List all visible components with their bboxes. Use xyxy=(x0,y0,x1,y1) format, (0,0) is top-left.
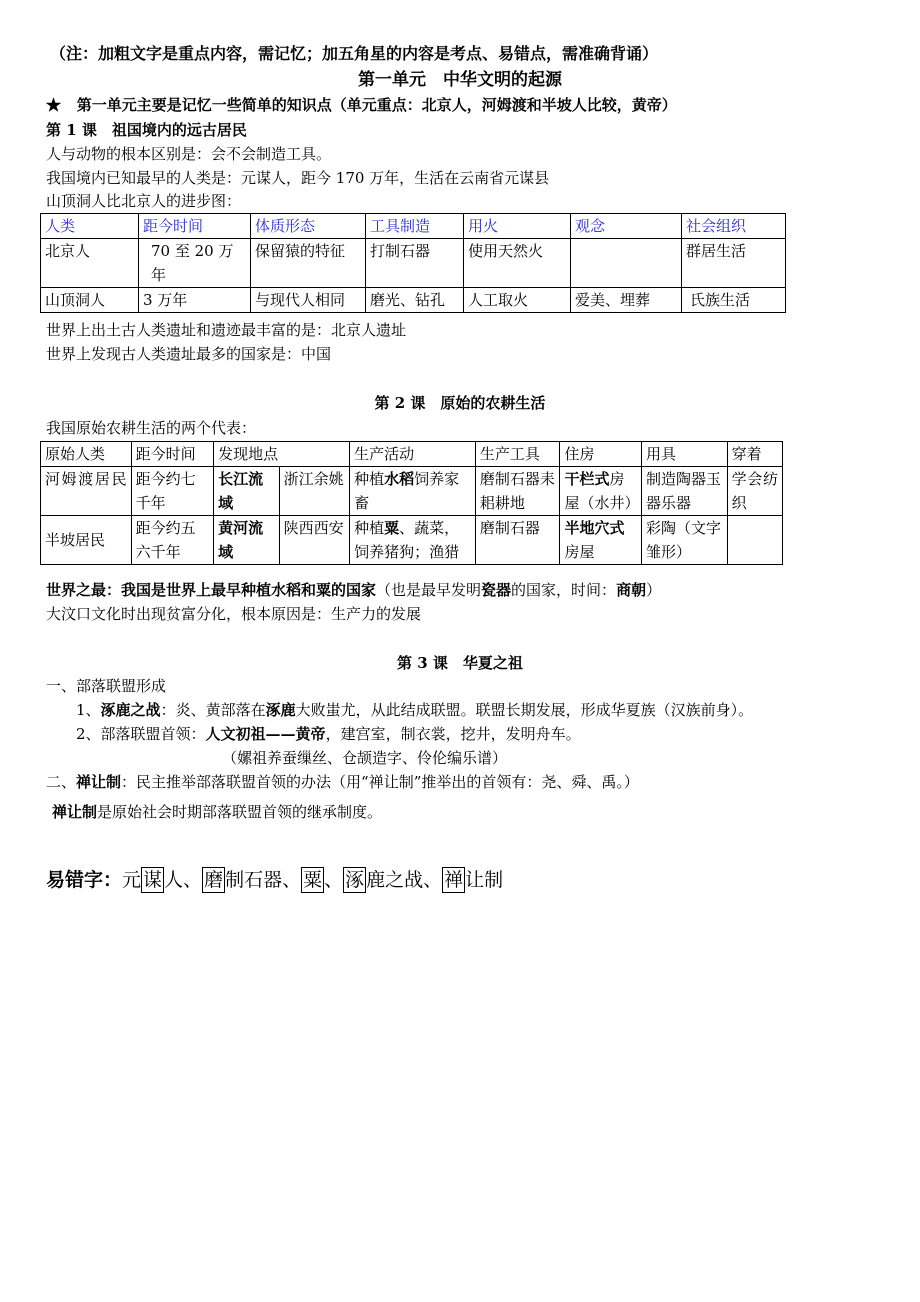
table-cell: 爱美、埋葬 xyxy=(571,288,682,313)
table-cell: 打制石器 xyxy=(366,239,464,288)
header-cell: 用火 xyxy=(464,214,571,239)
header-cell: 人类 xyxy=(41,214,139,239)
header-cell: 距今时间 xyxy=(131,442,214,467)
lesson1-table xyxy=(40,213,786,313)
header-cell: 生产工具 xyxy=(475,442,560,467)
note-line: （注：加粗文字是重点内容，需记忆；加五角星的内容是考点、易错点，需准确背诵） xyxy=(50,44,659,63)
table-cell: 半地穴式房屋 xyxy=(560,516,642,565)
header-cell: 观念 xyxy=(571,214,682,239)
table-row xyxy=(41,239,786,288)
table-cell: 氏族生活 xyxy=(682,288,786,313)
unit-summary xyxy=(46,93,677,117)
table-cell: 干栏式房屋（水井） xyxy=(560,467,642,516)
table-cell: 制造陶器玉器乐器 xyxy=(642,467,728,516)
table-cell: 磨光、钻孔 xyxy=(366,288,464,313)
table-cell: 种植水稻饲养家畜 xyxy=(350,467,476,516)
typo-char-box: 涿 xyxy=(345,869,365,891)
table-cell: 距今约五六千年 xyxy=(131,516,214,565)
lesson3-section-1: 一、部落联盟形成 xyxy=(46,677,167,695)
lesson3-title: 第 3 课 华夏之祖 xyxy=(397,654,523,672)
header-cell: 生产活动 xyxy=(350,442,476,467)
header-cell: 距今时间 xyxy=(139,214,251,239)
lesson3-section-3: 禅让制是原始社会时期部落联盟首领的继承制度。 xyxy=(52,803,383,821)
table-row xyxy=(41,467,783,516)
typo-char-box: 谋 xyxy=(143,869,163,891)
header-cell: 住房 xyxy=(560,442,642,467)
table-cell xyxy=(727,516,782,565)
unit-title: 第一单元 中华文明的起源 xyxy=(358,70,562,90)
table-cell: 长江流域 xyxy=(214,467,279,516)
lesson3-item-2: 2、部落联盟首领：人文初祖——黄帝，建宫室，制衣裳，挖井，发明舟车。 xyxy=(76,725,581,743)
header-cell: 工具制造 xyxy=(366,214,464,239)
table-cell: 浙江余姚 xyxy=(279,467,349,516)
table-row xyxy=(41,516,783,565)
dawenkou-line: 大汶口文化时出现贫富分化，根本原因是：生产力的发展 xyxy=(46,605,422,623)
table-header-row xyxy=(41,442,783,467)
lesson3-section-2: 二、禅让制：民主推举部落联盟首领的办法（用“禅让制”推举出的首领有：尧、舜、禹。） xyxy=(46,773,639,791)
lesson1-after-1: 世界上出土古人类遗址和遗迹最丰富的是：北京人遗址 xyxy=(46,321,407,339)
lesson2-table xyxy=(40,441,783,565)
table-cell: 陕西西安 xyxy=(279,516,349,565)
table-cell: 种植粟、蔬菜，饲养猪狗；渔猎 xyxy=(350,516,476,565)
lesson1-after-2: 世界上发现古人类遗址最多的国家是：中国 xyxy=(46,345,332,363)
star-icon: ★ xyxy=(46,96,62,114)
table-cell: 70 至 20 万年 xyxy=(139,239,251,288)
table-cell: 半坡居民 xyxy=(41,516,132,565)
table-cell: 磨制石器 xyxy=(475,516,560,565)
world-most-line: 世界之最：我国是世界上最早种植水稻和粟的国家（也是最早发明瓷器的国家，时间：商朝） xyxy=(46,581,662,599)
header-cell: 穿着 xyxy=(727,442,782,467)
table-cell: 与现代人相同 xyxy=(251,288,366,313)
lesson1-line-3: 山顶洞人比北京人的进步图： xyxy=(46,192,242,210)
header-cell: 体质形态 xyxy=(251,214,366,239)
lesson3-item-1: 1、涿鹿之战：炎、黄部落在涿鹿大败蚩尤，从此结成联盟。联盟长期发展，形成华夏族（汉族前身）。 xyxy=(76,701,754,719)
header-cell: 原始人类 xyxy=(41,442,132,467)
table-cell: 北京人 xyxy=(41,239,139,288)
lesson2-title: 第 2 课 原始的农耕生活 xyxy=(374,394,546,412)
typo-char-box: 禅 xyxy=(444,869,464,891)
typo-char-box: 磨 xyxy=(204,869,224,891)
lesson1-title: 第 1 课 祖国境内的远古居民 xyxy=(46,121,247,139)
lesson3-paren: （嫘祖养蚕缫丝、仓颉造字、伶伦编乐谱） xyxy=(222,749,508,767)
table-cell: 河姆渡居民 xyxy=(41,467,132,516)
typo-line: 易错字：元 谋 人、 磨 制石器、 粟 、 涿 鹿之战、 禅 让制 xyxy=(46,869,504,891)
table-cell: 使用天然火 xyxy=(464,239,571,288)
table-cell: 保留猿的特征 xyxy=(251,239,366,288)
table-cell: 黄河流域 xyxy=(214,516,279,565)
table-cell: 磨制石器耒耜耕地 xyxy=(475,467,560,516)
table-cell: 距今约七千年 xyxy=(131,467,214,516)
typo-char-box: 粟 xyxy=(303,869,323,891)
table-cell: 学会纺织 xyxy=(727,467,782,516)
header-cell: 社会组织 xyxy=(682,214,786,239)
unit-summary-text: 第一单元主要是记忆一些简单的知识点（单元重点：北京人，河姆渡和半坡人比较，黄帝） xyxy=(76,96,677,114)
table-row xyxy=(41,288,786,313)
lesson2-intro: 我国原始农耕生活的两个代表： xyxy=(46,419,257,437)
header-cell: 用具 xyxy=(642,442,728,467)
table-cell: 彩陶（文字雏形） xyxy=(642,516,728,565)
table-header-row xyxy=(41,214,786,239)
header-cell: 发现地点 xyxy=(214,442,350,467)
table-cell: 群居生活 xyxy=(682,239,786,288)
lesson1-line-1: 人与动物的根本区别是：会不会制造工具。 xyxy=(46,145,332,163)
table-cell: 山顶洞人 xyxy=(41,288,139,313)
lesson1-line-2: 我国境内已知最早的人类是：元谋人，距今 170 万年，生活在云南省元谋县 xyxy=(46,169,550,187)
table-cell: 3 万年 xyxy=(139,288,251,313)
typo-label: 易错字： xyxy=(46,869,123,891)
table-cell: 人工取火 xyxy=(464,288,571,313)
table-cell xyxy=(571,239,682,288)
